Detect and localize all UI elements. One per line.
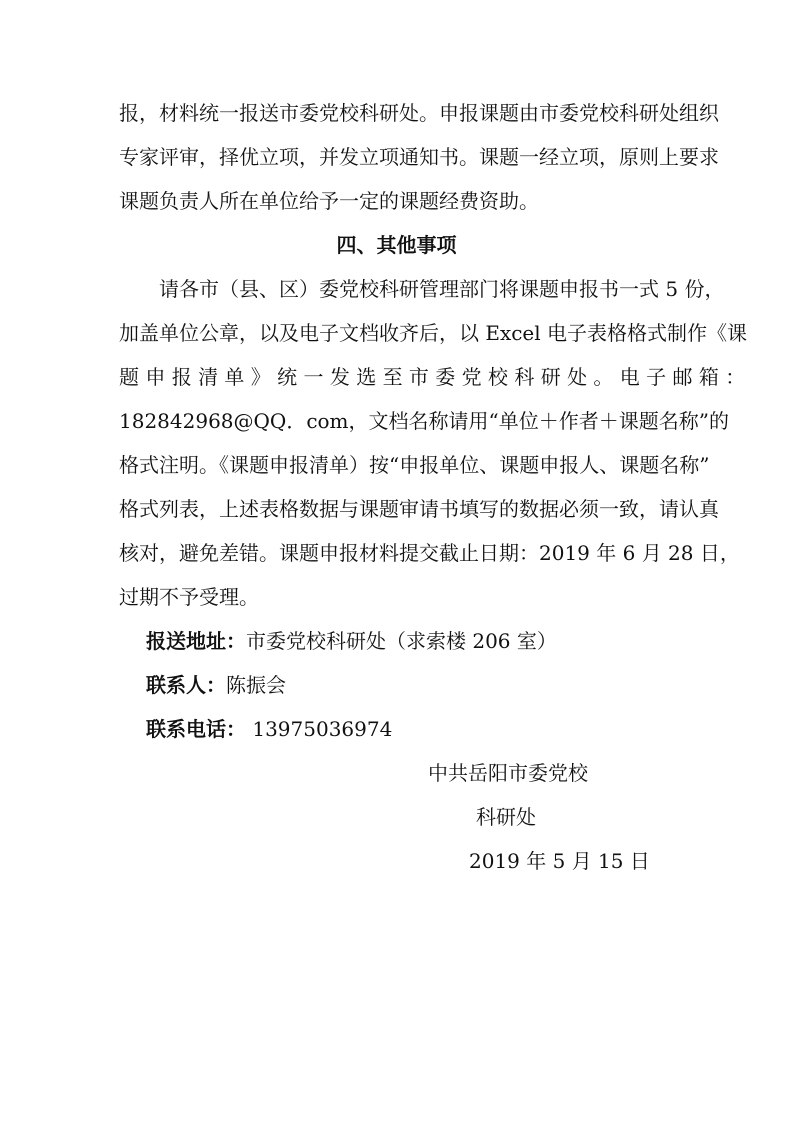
body-text-line: 课题负责人所在单位给予一定的课题经费资助。	[119, 189, 539, 213]
body-text-line: 格式注明。《课题申报清单）按“申报单位、课题申报人、课题名称”	[119, 453, 710, 477]
signature-date: 2019 年 5 月 15 日	[469, 849, 650, 873]
contact-person-value: 陈振会	[226, 673, 286, 697]
body-text-line: 过期不予受理。	[119, 585, 259, 609]
phone-row	[146, 715, 686, 743]
address-label: 报送地址：	[146, 629, 246, 653]
body-text-line: 请各市（县、区）委党校科研管理部门将课题申报书一式 5 份，	[159, 277, 725, 301]
body-text-line: 报，材料统一报送市委党校科研处。申报课题由市委党校科研处组织	[119, 101, 719, 125]
body-text-line: 加盖单位公章，以及电子文档收齐后，以 Excel 电子表格格式制作《课	[119, 321, 748, 345]
section-heading: 四、其他事项	[336, 233, 457, 257]
body-text-line: 题 申 报 清 单 》 统 一 发 选 至 市 委 党 校 科 研 处 。 电 子 邮 箱 ：	[119, 365, 746, 389]
email-text-line: 182842968@QQ．com，文档名称请用“单位＋作者＋课题名称”的	[119, 409, 729, 433]
signature-dept: 科研处	[476, 805, 536, 829]
contact-person-label: 联系人：	[146, 673, 226, 697]
body-text-line: 专家评审，择优立项，并发立项通知书。课题一经立项，原则上要求	[119, 145, 719, 169]
body-text-line: 格式列表，上述表格数据与课题审请书填写的数据必须一致，请认真	[119, 497, 719, 521]
deadline-text-line: 核对，避免差错。课题申报材料提交截止日期：2019 年 6 月 28 日，	[119, 541, 740, 565]
address-row	[146, 627, 686, 655]
phone-label: 联系电话：	[146, 717, 246, 741]
phone-value: 13975036974	[246, 717, 393, 741]
signature-org: 中共岳阳市委党校	[428, 761, 588, 785]
address-value: 市委党校科研处（求索楼 206 室）	[246, 629, 557, 653]
contact-person-row	[146, 671, 686, 699]
